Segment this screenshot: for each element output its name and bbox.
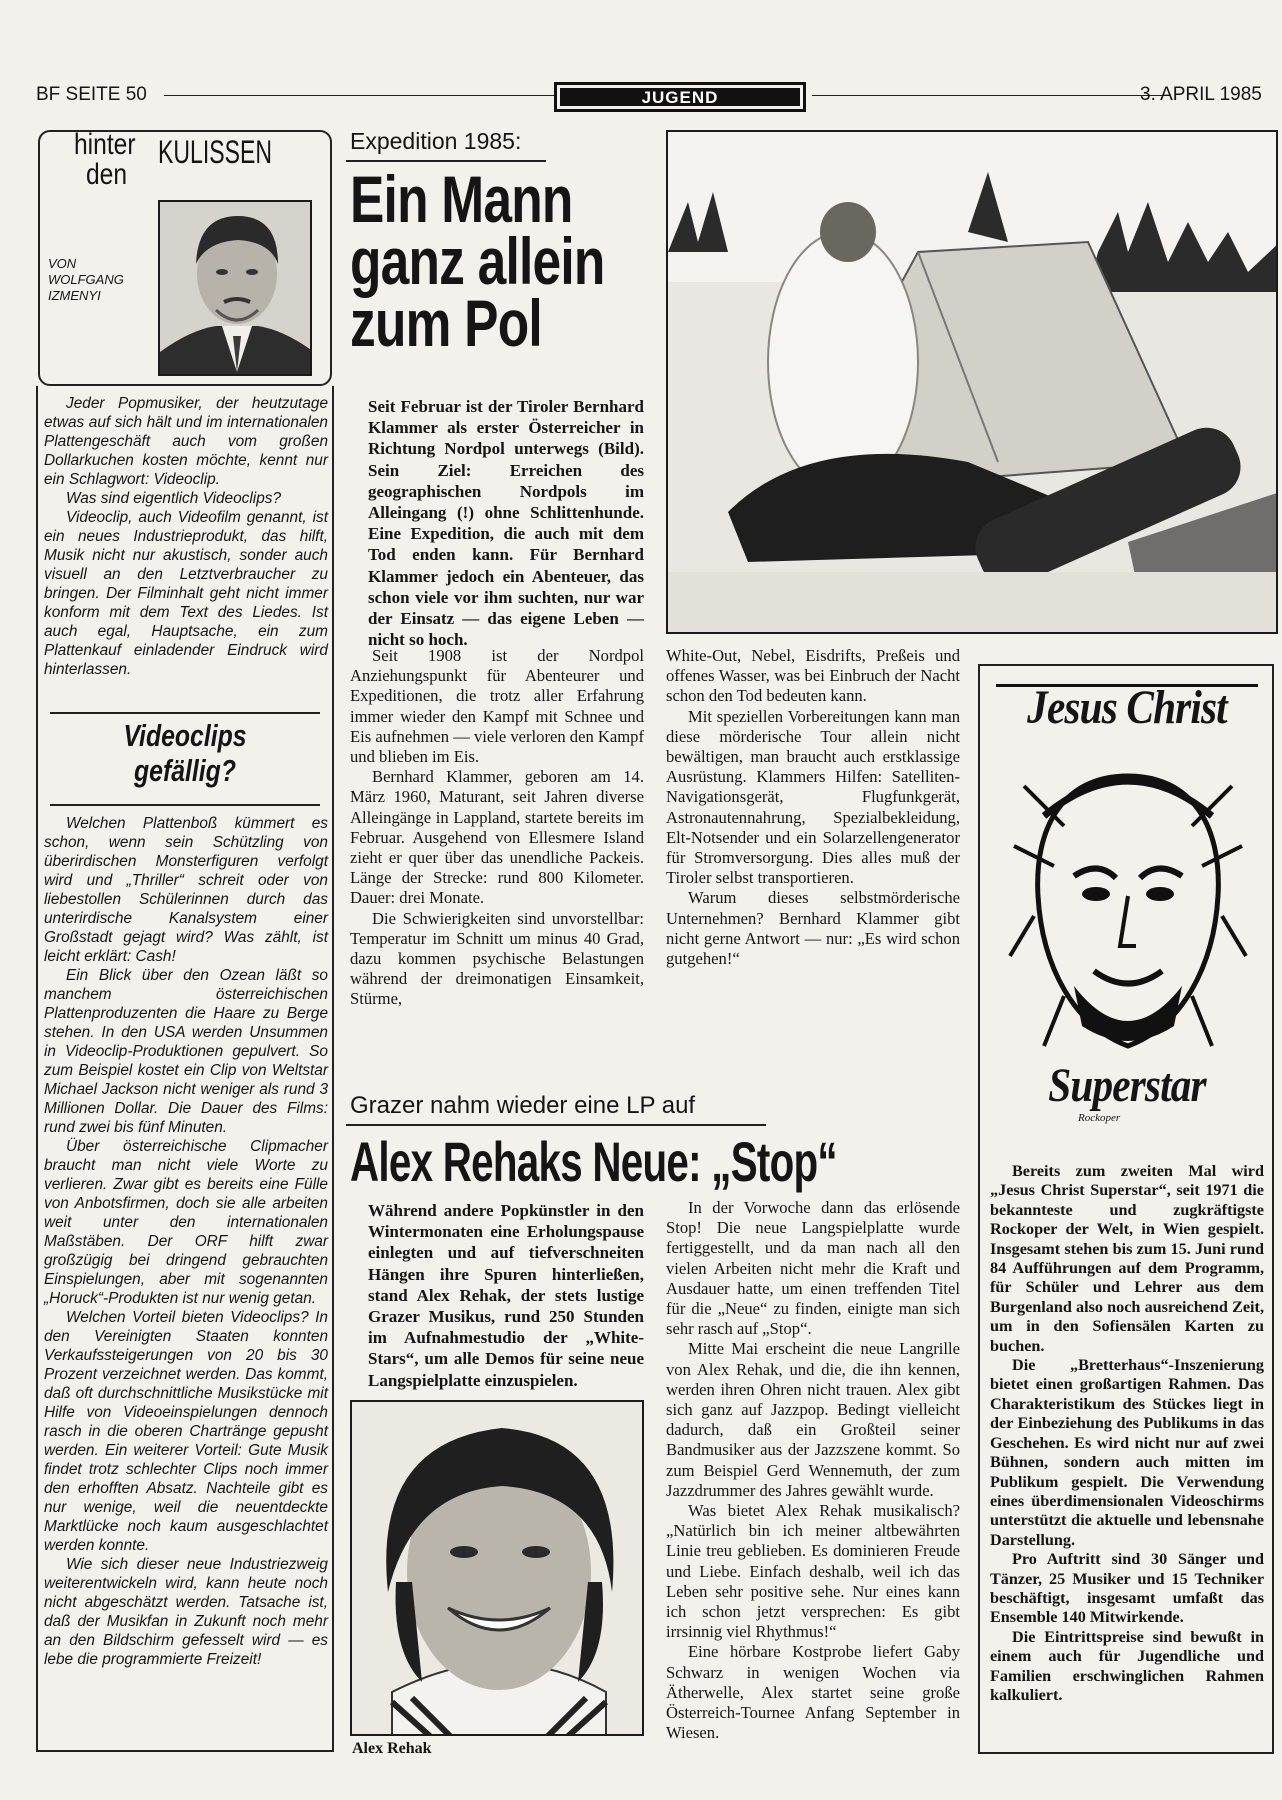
column-byline: VON WOLFGANG IZMENYI [48,256,124,303]
lp-headline: Alex Rehaks Neue: „Stop“ [350,1130,837,1193]
page-date: 3. APRIL 1985 [1140,84,1262,105]
expedition-headline: Ein Mann ganz allein zum Pol [350,162,605,360]
jcs-face-illustration [1004,756,1252,1056]
column-logo-word-1: hinter [74,128,136,161]
jcs-logo-line2: Superstar [1048,1059,1206,1112]
page-header [36,82,1276,112]
page-number: BF SEITE 50 [36,84,147,105]
lp-lead: Während andere Popkünstler in den Wintermonaten eine Erholungspause einlegten und auf tiefverschneiten Hängen ihre Spuren hinterließen, stand Alex Rehak, der stets lustige Grazer Musikus, rund 250 Stunden im Aufnahmestudio der „White-Stars“, um alle Demos für seine neue Langspielplatte einzuspielen. [368,1201,644,1390]
column-intro: Jeder Popmusiker, der heutzutage etwas auf sich hält und im internationalen Plattengeschäft auch vom großen Dollarkuchen kosten möchte, kennt nur ein Schlagwort: Videoclip. Was sind eigentlich Videoclips? Videoclip, auch Videofilm genannt, ist ein neues Industrieprodukt, das hilft, Musik nicht nur akustisch, sonder auch visuell an den Letztverbraucher zu bringen. Der Filminhalt geht nicht immer konform mit dem Text des Liedes. Ist auch egal, Hauptsache, ein zum Plattenkauf einladender Eindruck wird hinterlassen. [44,395,328,678]
expedition-kicker: Expedition 1985: [350,128,522,154]
column-subhead: Videoclips gefällig? [123,718,247,788]
rehak-photo [350,1400,644,1736]
jcs-logo-line1: Jesus Christ [1027,681,1227,734]
column-body: Welchen Plattenboß kümmert es schon, wenn sein Schützling von überirdischen Monsterfiguren verfolgt wird und „Thriller“ schreit oder von liebestollen Schülerinnen durch das unterirdische Kanalsystem einer Großstadt gejagt wird? Was zählt, ist leicht erklärt: Cash! Ein Blick über den Ozean läßt so manchem österreichischen Plattenproduzenten die Haare zu Berge stehen. In den USA werden Unsummen in Videoclip-Produktionen gepulvert. So zum Beispiel kostet ein Clip von Weltstar Michael Jackson nicht weniger als rund 3 Millionen Dollar. Die Dauer des Films: rund zwei bis fünf Minuten. Über österreichische Clipmacher braucht man nicht viele Worte zu verlieren. Zwar gibt es bereits eine Fülle von Anbotsfirmen, doch sie alle arbeiten weit unter den internationalen Maßstäben. Der ORF hilft zwar großzügig bei dringend gebrauchten Einspielungen, aber mit sogenannten „Horuck“-Produkten ist nur wenig getan. Welchen Vorteil bieten Videoclips? In den Vereinigten Staaten konnten Verkaufssteigerungen von 20 bis 30 Prozent verzeichnet werden. Das kommt, daß oft durchschnittliche Musikstücke mit Hilfe von Videoeinspielungen dennoch rasch in die oberen Chartränge gepusht werden. Ein weiterer Vorteil: Gute Musik findet trotz schlechter Clips noch immer den erhofften Absatz. Nachteile gibt es nur wenige, weil die neuentdeckte Marktlücke noch kaum ausgeschlachtet werden konnte. Wie sich dieser neue Industriezweig weiterentwickeln wird, kann heute noch nicht abgeschätzt werden. Tatsache ist, daß der Musikfan in Zukunft noch mehr an den Bildschirm gefesselt wird — es lebe die programmierte Freizeit! [44,815,328,1668]
author-portrait-image [160,202,312,376]
column-logo-word-2: den [86,158,128,191]
jcs-logo-small: Rockoper [1078,1112,1121,1124]
jcs-logo-rule [996,684,1258,687]
column-logo-word-3: KULISSEN [158,134,272,170]
expedition-body-col1: Seit 1908 ist der Nordpol Anziehungspunkt für Abenteurer und Expeditionen, die trotz aller Erfahrung immer wieder den Kampf mit Schnee und Eis aufnehmen — viele verloren den Kampf und blieben im Eis. Bernhard Klammer, geboren am 14. März 1960, Maturant, seit Jahren diverse Alleingänge in Lappland, startete bereits im Februar. Ausgehend von Ellesmere Island zieht er quer über das unendliche Packeis. Länge der Strecke: rund 800 Kilometer. Dauer: drei Monate. Die Schwierigkeiten sind unvorstellbar: Temperatur im Schnitt um minus 40 Grad, dazu kommen psychische Belastungen während der dreimonatigen Einsamkeit, Stürme, [350,646,644,1009]
header-rule-left [164,95,588,96]
lp-body: In der Vorwoche dann das erlösende Stop! Die neue Langspielplatte wurde fertiggestellt, und da man nach all den vielen Arbeiten nicht mehr die Kraft und Ausdauer hatte, um einen treffenden Titel für die „Neue“ zu finden, einigte man sich sehr rasch auf „Stop“. Mitte Mai erscheint die neue Langrille von Alex Rehak, und die, die ihn kennen, werden ihren Ohren nicht trauen. Alex gibt sich ganz auf Jazzpop. Bedingt vielleicht dadurch, daß ein Großteil seiner Bandmusiker aus der Jazzszene kommt. So zum Beispiel Gerd Wennemuth, der zum Jazzdrummer des Jahres gewählt wurde. Was bietet Alex Rehak musikalisch? „Natürlich bin ich meiner altbewährten Linie treu geblieben. Es dominieren Freude und Liebe. Einfach deshalb, weil ich das Leben sehr positive sehe. Nur eines kann ich schon jetzt versprechen: Es gibt irrsinnig viel Rhythmus!“ Eine hörbare Kostprobe liefert Gaby Schwarz in wenigen Wochen via Ätherwelle, Alex startet seine große Österreich-Tournee Anfang September in Wiesen. [666,1198,960,1743]
header-rule-right [812,95,1166,96]
jcs-body: Bereits zum zweiten Mal wird „Jesus Christ Superstar“, seit 1971 die bekannteste und zugkräftigste Rockoper der Welt, in Wien gespielt. Insgesamt stehen bis zum 15. Juni rund 84 Aufführungen auf dem Programm, für Schüler und Lehrer aus dem Burgenland also noch ausreichend Zeit, um in den Sofiensälen Karten zu buchen. Die „Bretterhaus“-Inszenierung bietet einen großartigen Rahmen. Das Charakteristikum des Stückes liegt in der Einbeziehung des Publikums in das Geschehen. Es wird nicht nur auf zwei Bühnen, sondern auch mitten im Publikum gespielt. Die Verwendung eines überdimensionalen Videoschirms unterstützt die aktuelle und lebensnahe Darstellung. Pro Auftritt sind 30 Sänger und Tänzer, 25 Musiker und 15 Techniker beschäftigt, insgesamt umfaßt das Ensemble 140 Mitwirkende. Die Eintrittspreise sind bewußt in einem auch für Jugendliche und Familien erschwinglichen Rahmen kalkuliert. [990,1162,1264,1704]
expedition-body-col2: White-Out, Nebel, Eisdrifts, Preßeis und offenes Wasser, was bei Einbruch der Nacht schon den Tod bedeuten kann. Mit speziellen Vorbereitungen kann man diese mörderische Tour allein nicht bewältigen, man braucht auch erstklassige Ausrüstung. Klammers Hilfen: Satelliten-Navigationsgerät, Flugfunkgerät, Astronautennahrung, Spezialbekleidung, Elt-Notsender und ein Solarzellengenerator für Stromversorgung. Dies alles muß der Tiroler selbst transportieren. Warum dieses selbstmörderische Unternehmen? Bernhard Klammer gibt nicht gerne Antwort — nur: „Es wird schon gutgehen!“ [666,646,960,969]
rehak-portrait-image [352,1402,644,1736]
rehak-photo-caption: Alex Rehak [352,1740,432,1757]
jcs-box [978,664,1274,1754]
lp-kicker-line [346,1124,766,1126]
column-frame [36,386,334,1752]
column-logo-box [38,130,332,386]
expedition-lead: Seit Februar ist der Tiroler Bernhard Klammer als erster Österreicher in Richtung Nordpol unterwegs (Bild). Sein Ziel: Erreichen des geographischen Nordpols im Alleingang (!) ohne Schlittenhunde. Eine Expedition, die auch mit dem Tod enden kann. Für Bernhard Klammer jedoch ein Abenteuer, das schon viele vor ihm suchten, nur war der Einsatz — das eigene Leben — nicht so hoch. [368,397,644,650]
section-label-box [554,82,806,112]
lp-kicker: Grazer nahm wieder eine LP auf [350,1092,696,1119]
author-photo [158,200,312,376]
expedition-photo [666,130,1278,634]
expedition-camp-image [668,132,1278,634]
section-label: JUGEND [641,88,719,107]
